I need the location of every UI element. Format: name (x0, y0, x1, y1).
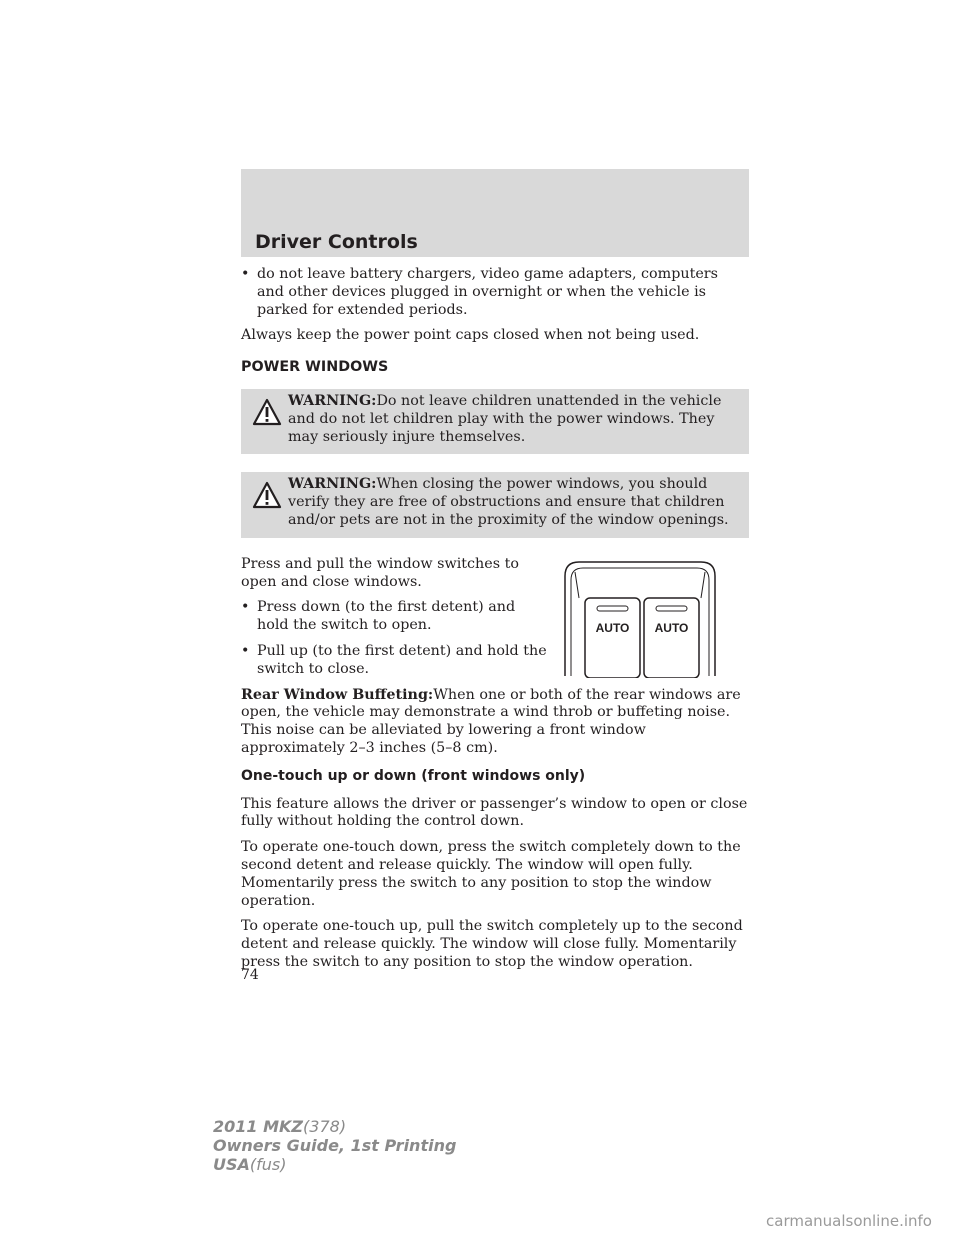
watermark: carmanualsonline.info (766, 1212, 932, 1230)
warning-label: WARNING: (288, 392, 377, 409)
switch-auto-label: AUTO (654, 620, 689, 635)
section-header-band (241, 169, 749, 257)
section-title: Driver Controls (255, 231, 418, 253)
warning-box (241, 389, 749, 454)
power-windows-heading: POWER WINDOWS (241, 359, 389, 376)
print-footer: 2011 MKZ(378) Owners Guide, 1st Printing USA(fus) (213, 1117, 457, 1174)
warning-label: WARNING: (288, 476, 377, 493)
buffeting-label: Rear Window Buffeting: (241, 686, 434, 703)
buffeting-paragraph: Rear Window Buffeting:When one or both of the rear windows are open, the vehicle may demonstrate a wind throb or buffeting noise. This noise can be alleviated by lowering a front window approximately 2–3 inches (5–8 cm). (241, 686, 741, 756)
warning-triangle-icon (252, 398, 282, 426)
paragraph: This feature allows the driver or passenger’s window to open or close fully without holding the control down. (241, 795, 748, 830)
paragraph: To operate one-touch down, press the switch completely down to the second detent and release quickly. The window will open fully. Momentarily press the switch to any position to stop the window operation. (241, 839, 741, 909)
one-touch-heading: One-touch up or down (front windows only) (241, 767, 586, 784)
bullet-dot-icon: • (241, 599, 250, 616)
list-item: • Pull up (to the first detent) and hold the switch to close. (241, 642, 547, 677)
bullet-dot-icon: • (241, 266, 250, 282)
bullet-dot-icon: • (241, 642, 250, 659)
list-item: • Press down (to the first detent) and hold the switch to open. (241, 599, 516, 634)
warning-text: Do not leave children unattended in the vehicle and do not let children play with the power windows. They may seriously injure themselves. (288, 392, 722, 445)
window-switch-illustration (561, 560, 719, 678)
warning-triangle-icon (252, 481, 282, 509)
intro-bullet: • do not leave battery chargers, video game adapters, computers and other devices plugged in overnight or when the vehicle is parked for extended periods. (241, 266, 718, 318)
page-number: 74 (241, 967, 259, 983)
paragraph: To operate one-touch up, pull the switch completely up to the second detent and release quickly. The window will close fully. Momentarily press the switch to any position to stop the window operation. (241, 918, 743, 970)
page-content (241, 266, 749, 980)
warning-box (241, 472, 749, 537)
warning-text: When closing the power windows, you should verify they are free of obstructions and ensure that children and/or pets are not in the proximity of the window openings. (288, 476, 729, 528)
window-switch-intro: Press and pull the window switches to open and close windows. (241, 555, 519, 590)
switch-auto-label: AUTO (595, 620, 630, 635)
power-point-note: Always keep the power point caps closed when not being used. (241, 327, 700, 344)
